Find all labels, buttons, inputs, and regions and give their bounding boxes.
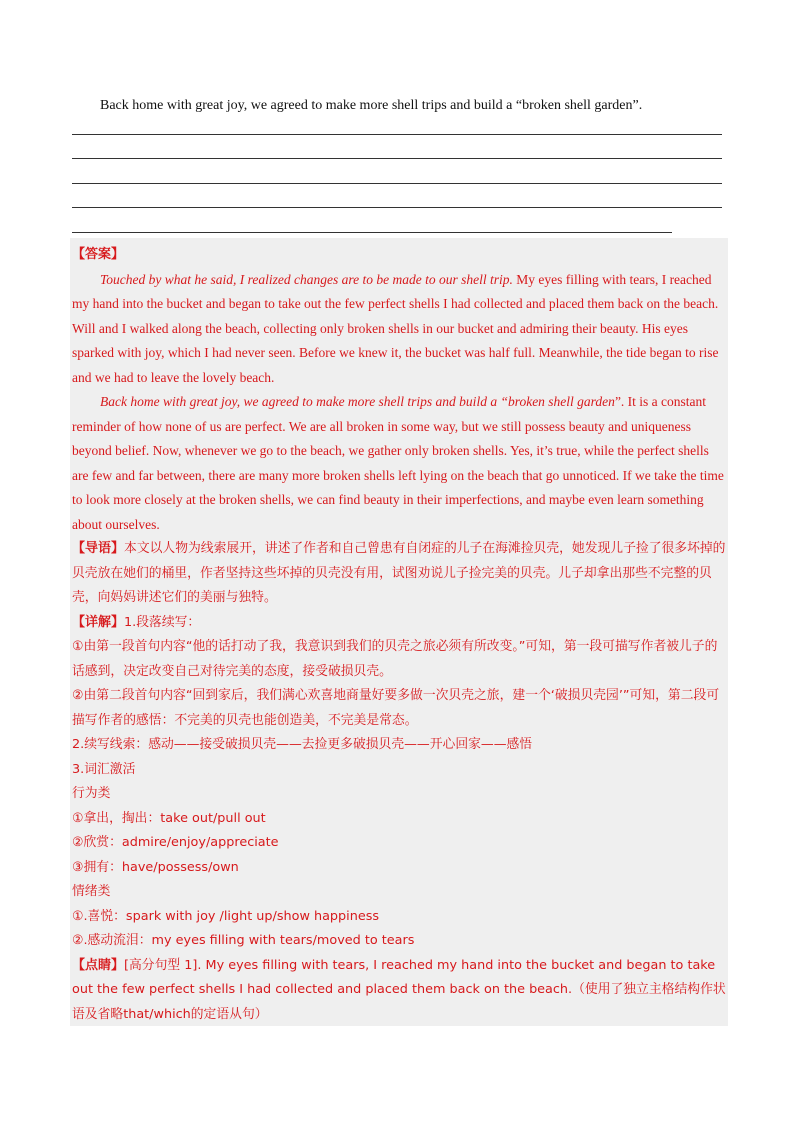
writing-line — [72, 207, 722, 208]
vocab-item: ③拥有：have/possess/own — [72, 859, 239, 875]
writing-line — [72, 158, 722, 159]
writing-line — [72, 183, 722, 184]
vocab-title: 3.词汇激活 — [72, 761, 136, 777]
writing-line — [72, 232, 672, 233]
answer-label: 【答案】 — [72, 247, 125, 262]
vocab-item: ①拿出，掏出：take out/pull out — [72, 810, 266, 826]
answer-paragraph-1 — [72, 268, 726, 391]
guide-label: 【导语】 — [72, 541, 125, 556]
answer-paragraph-2 — [72, 390, 726, 537]
action-category-title: 行为类 — [72, 786, 111, 801]
highlight-section — [72, 954, 726, 1028]
vocab-item: ②欣赏：admire/enjoy/appreciate — [72, 835, 279, 850]
detail-section — [72, 611, 726, 636]
guide-text: 本文以人物为线索展开，讲述了作者和自己曾患有自闭症的儿子在海滩捡贝壳，她发现儿子捡了很多坏掉的贝壳放在她们的桶里，作者坚持这些坏掉的贝壳没有用，试图劝说儿子捡完美的贝壳。儿子却拿出那些不完整的贝壳，向妈妈讲述它们的美丽与独特。 — [72, 541, 726, 605]
emotion-category-title: 情绪类 — [72, 884, 111, 899]
guide-section — [72, 537, 726, 611]
paragraph-1-body: My eyes filling with tears, I reached my hand into the bucket and began to take out the few perfect shells I had collected and placed them back on the beach. Will and I walked along the beach, collecting only broken shells in our bucket and admiring their beauty. His eyes sparked with joy, which I had never seen. Before we knew it, the bucket was half full. Meanwhile, the tide began to rise and we had to leave the lovely beach. — [72, 271, 719, 385]
highlight-text: [高分句型 1]. My eyes filling with tears, I reached my hand into the bucket and began to take out the few perfect shells I had collected and placed them back on the beach.（使用了独立主格结构作状语及省略that/which的定语从句） — [72, 957, 726, 1022]
paragraph-2-opening: Back home with great joy, we agreed to make more shell trips and build a “broken shell garden — [100, 394, 615, 409]
answer-panel — [70, 238, 728, 1026]
detail-title: 1.段落续写： — [124, 614, 201, 630]
paragraph-2-body: ”. It is a constant reminder of how none of us are perfect. We are all broken in some way, but we still possess beauty and uniqueness beyond belief. Now, whenever we go to the beach, we gather only broken shells. Yes, it’s true, while the perfect shells are few and far between, there are many more broken shells left lying on the beach that go unnoticed. If we take the time to look more closely at the broken shells, we can find beauty in their imperfections, and maybe even learn something about ourselves. — [72, 394, 724, 532]
continuation-prompt: Back home with great joy, we agreed to make more shell trips and build a “broken shell garden”. — [100, 98, 643, 113]
vocab-item: ①.喜悦：spark with joy /light up/show happiness — [72, 908, 380, 924]
highlight-label: 【点睛】 — [72, 957, 125, 973]
detail-item-1: ①由第一段首句内容“他的话打动了我，我意识到我们的贝壳之旅必须有所改变。”可知，第一段可描写作者被儿子的话感到，决定改变自己对待完美的态度，接受破损贝壳。 — [72, 639, 718, 679]
detail-clues: 2.续写线索：感动——接受破损贝壳——去捡更多破损贝壳——开心回家——感悟 — [72, 737, 533, 752]
paragraph-1-opening: Touched by what he said, I realized changes are to be made to our shell trip. — [100, 271, 513, 287]
detail-item-2: ②由第二段首句内容“回到家后，我们满心欢喜地商量好要多做一次贝壳之旅，建一个‘破损贝壳园’”可知，第二段可描写作者的感悟：不完美的贝壳也能创造美，不完美是常态。 — [72, 688, 720, 728]
vocab-item: ②.感动流泪：my eyes filling with tears/moved to tears — [72, 933, 415, 948]
writing-line — [72, 134, 722, 135]
detail-label: 【详解】 — [72, 614, 125, 630]
